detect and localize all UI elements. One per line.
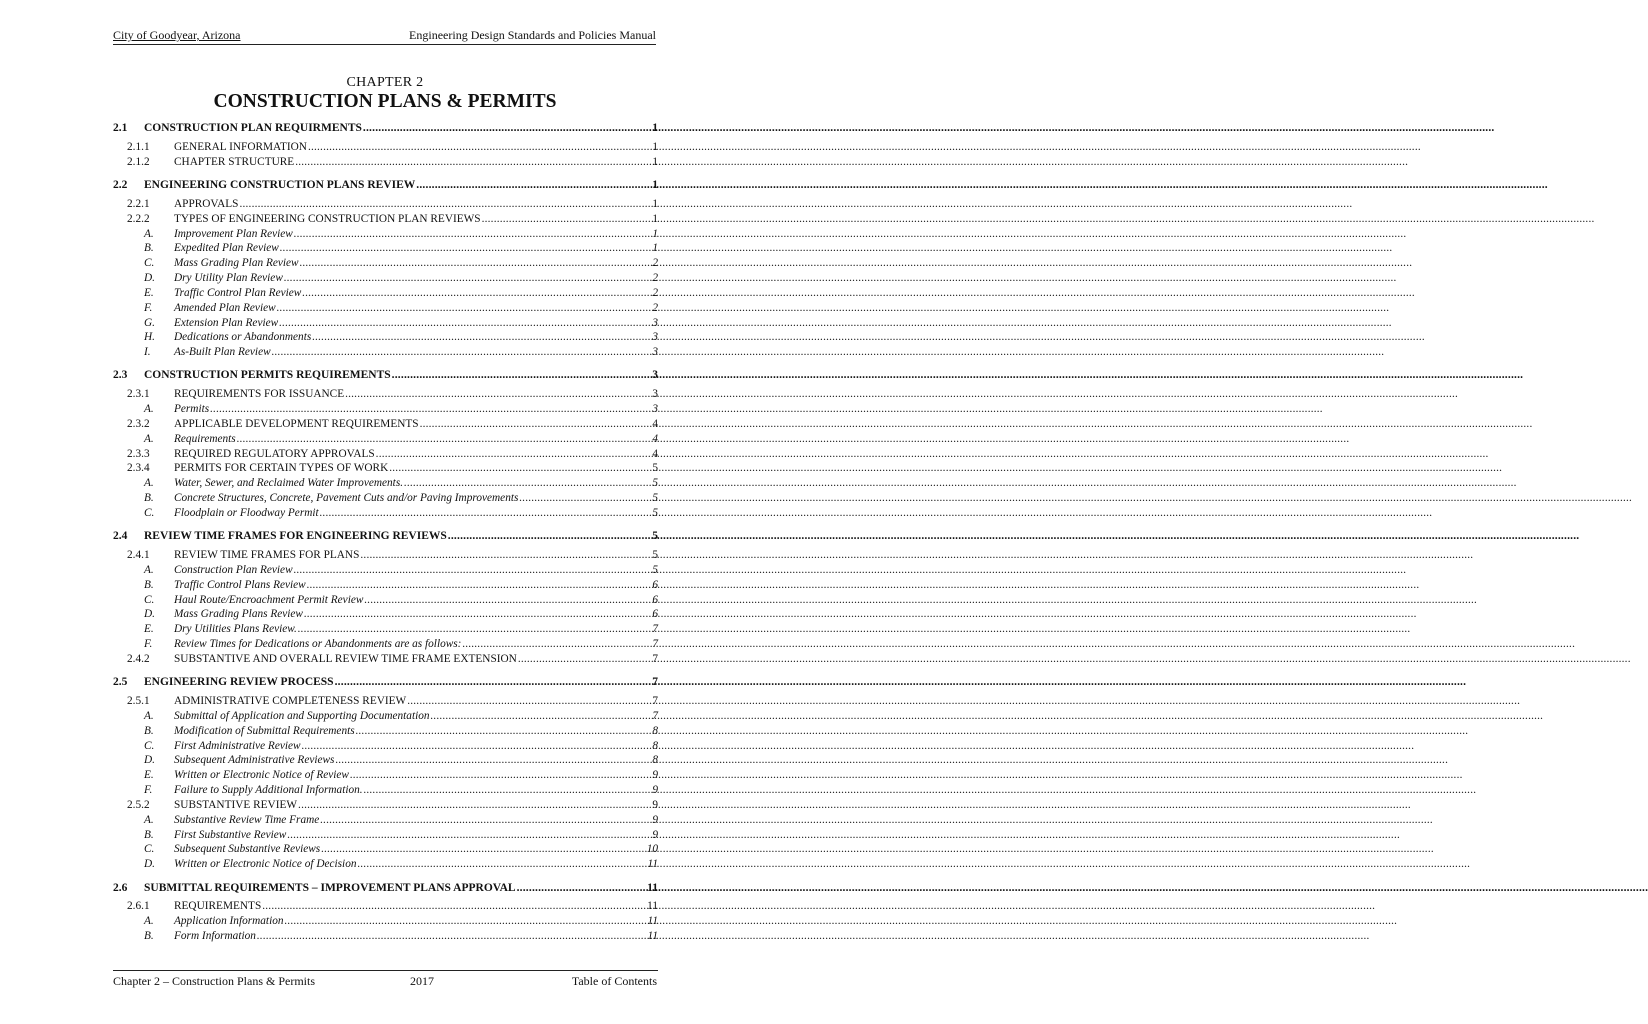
- toc-number: 2.6.1: [127, 900, 150, 913]
- toc-dot-leader: [277, 301, 652, 316]
- toc-section-row[interactable]: [113, 529, 658, 544]
- toc-subsection-row[interactable]: [127, 461, 658, 476]
- toc-subsection-row[interactable]: [127, 798, 658, 813]
- toc-dot-leader: [257, 929, 647, 944]
- toc-item-row[interactable]: [144, 506, 658, 521]
- toc-dot-leader: [519, 491, 651, 506]
- toc-title: CONSTRUCTION PERMITS REQUIREMENTS: [144, 369, 391, 382]
- toc-item-row[interactable]: [144, 301, 658, 316]
- toc-page-number: 3: [652, 369, 658, 382]
- toc-page-number: 11: [647, 915, 658, 928]
- toc-page-number: 4: [652, 417, 658, 430]
- toc-number: B.: [144, 930, 154, 942]
- toc-title: Requirements: [174, 432, 236, 445]
- toc-item-row[interactable]: [144, 622, 658, 637]
- toc-number: 2.4: [113, 530, 128, 543]
- toc-number: A.: [144, 813, 154, 826]
- toc-page-number: 2: [652, 257, 658, 270]
- toc-item-row[interactable]: [144, 813, 658, 828]
- toc-dot-leader: [308, 140, 651, 155]
- toc-title: Dry Utilities Plans Review.: [174, 623, 297, 636]
- toc-number: A.: [144, 227, 154, 240]
- toc-number: A.: [144, 432, 154, 445]
- toc-item-row[interactable]: [144, 828, 658, 843]
- toc-dot-leader: [307, 578, 652, 593]
- toc-number: C.: [144, 843, 155, 856]
- toc-number: 2.5: [113, 676, 128, 689]
- toc-title: Subsequent Administrative Reviews: [174, 754, 335, 767]
- toc-item-row[interactable]: [144, 607, 658, 622]
- toc-dot-leader: [298, 798, 651, 813]
- toc-item-row[interactable]: [144, 491, 658, 506]
- toc-dot-leader: [294, 563, 652, 578]
- toc-title: Improvement Plan Review: [174, 227, 293, 240]
- toc-dot-leader: [312, 330, 651, 345]
- toc-dot-leader: [335, 675, 652, 690]
- toc-title: Concrete Structures, Concrete, Pavement Cuts and/or Paving Improvements: [174, 492, 519, 505]
- toc-number: B.: [144, 828, 154, 841]
- toc-page-number: 5: [652, 492, 658, 505]
- toc-title: Written or Electronic Notice of Review: [174, 769, 349, 782]
- toc-subsection-row[interactable]: [127, 197, 658, 212]
- footer-right: Table of Contents: [571, 974, 657, 988]
- toc-page-number: 8: [652, 724, 658, 737]
- toc-page-number: 1: [652, 179, 658, 191]
- toc-title: Water, Sewer, and Reclaimed Water Improvements.: [174, 477, 404, 490]
- toc-page-number: 2: [652, 301, 658, 314]
- toc-page-number: 1: [652, 155, 658, 168]
- toc-dot-leader: [321, 842, 646, 857]
- toc-page-number: 8: [652, 754, 658, 767]
- toc-item-row[interactable]: [144, 768, 658, 783]
- toc-number: D.: [144, 608, 155, 621]
- toc-item-row[interactable]: [144, 476, 658, 491]
- toc-dot-leader: [350, 768, 651, 783]
- toc-number: E.: [144, 623, 154, 636]
- toc-item-row[interactable]: [144, 563, 658, 578]
- toc-page-number: 10: [646, 843, 658, 856]
- toc-title: Floodplain or Floodway Permit: [174, 506, 319, 519]
- toc-title: Traffic Control Plan Review: [174, 286, 302, 299]
- toc-title: REQUIREMENTS: [174, 900, 262, 913]
- toc-page-number: 3: [652, 316, 658, 329]
- footer-year: 2017: [410, 974, 434, 988]
- toc-section-row[interactable]: [113, 178, 658, 193]
- toc-dot-leader: [404, 476, 651, 491]
- toc-title: First Substantive Review: [174, 828, 287, 841]
- toc-number: E.: [144, 769, 154, 782]
- toc-title: REVIEW TIME FRAMES FOR PLANS: [174, 549, 360, 562]
- toc-dot-leader: [376, 447, 652, 462]
- toc-number: 2.3.3: [127, 447, 150, 460]
- toc-subsection-row[interactable]: [127, 694, 658, 709]
- toc-number: 2.3.2: [127, 417, 150, 430]
- toc-number: D.: [144, 754, 155, 767]
- toc-title: CHAPTER STRUCTURE: [174, 155, 295, 168]
- toc-page-number: 2: [652, 286, 658, 299]
- toc-page-number: 1: [652, 212, 658, 225]
- toc-dot-leader: [392, 368, 652, 383]
- toc-dot-leader: [389, 461, 651, 476]
- toc-title: Submittal of Application and Supporting Documentation: [174, 709, 430, 722]
- toc-number: A.: [144, 563, 154, 576]
- toc-dot-leader: [304, 607, 651, 622]
- toc-page-number: 9: [652, 798, 658, 811]
- toc-dot-leader: [356, 724, 652, 739]
- toc-item-row[interactable]: [144, 914, 658, 929]
- table-of-contents: [0, 0, 770, 1024]
- toc-number: I.: [144, 346, 151, 359]
- toc-dot-leader: [363, 121, 651, 136]
- toc-page-number: 7: [652, 676, 658, 689]
- toc-page-number: 3: [652, 403, 658, 416]
- toc-number: D.: [144, 272, 155, 284]
- toc-title: Dry Utility Plan Review: [174, 272, 283, 284]
- footer-rule: [113, 970, 658, 971]
- toc-title: ADMINISTRATIVE COMPLETENESS REVIEW: [174, 695, 407, 708]
- toc-section-row[interactable]: [113, 368, 658, 383]
- toc-title: Expedited Plan Review: [174, 242, 279, 255]
- toc-page-number: 5: [652, 462, 658, 475]
- toc-number: B.: [144, 578, 154, 591]
- toc-title: SUBSTANTIVE AND OVERALL REVIEW TIME FRAME EXTENSION: [174, 652, 517, 665]
- toc-item-row[interactable]: [144, 330, 658, 345]
- toc-page-number: 11: [647, 858, 658, 871]
- toc-dot-leader: [237, 432, 652, 447]
- toc-number: C.: [144, 593, 155, 606]
- toc-page-number: 1: [652, 227, 658, 240]
- toc-dot-leader: [407, 694, 651, 709]
- toc-number: B.: [144, 492, 154, 505]
- toc-page-number: 9: [652, 769, 658, 782]
- header-right: Engineering Design Standards and Policies Manual: [409, 28, 656, 42]
- toc-page-number: 11: [647, 881, 658, 894]
- toc-item-row[interactable]: [144, 286, 658, 301]
- toc-page-number: 11: [647, 930, 658, 942]
- toc-subsection-row[interactable]: [127, 548, 658, 563]
- toc-dot-leader: [294, 227, 652, 242]
- toc-section-row[interactable]: [113, 675, 658, 690]
- toc-number: A.: [144, 403, 154, 416]
- toc-dot-leader: [420, 417, 652, 432]
- toc-dot-leader: [280, 241, 652, 256]
- toc-number: 2.1.2: [127, 155, 150, 168]
- toc-title: Construction Plan Review: [174, 563, 293, 576]
- toc-item-row[interactable]: [144, 739, 658, 754]
- toc-item-row[interactable]: [144, 345, 658, 360]
- toc-page-number: 9: [652, 784, 658, 796]
- toc-page-number: 7: [652, 623, 658, 636]
- toc-title: Review Times for Dedications or Abandonments are as follows:: [174, 638, 462, 651]
- toc-dot-leader: [298, 622, 652, 637]
- toc-page-number: 3: [652, 331, 658, 344]
- toc-number: H.: [144, 331, 155, 344]
- toc-number: 2.3.1: [127, 388, 150, 401]
- toc-dot-leader: [518, 652, 652, 667]
- toc-page-number: 5: [652, 549, 658, 562]
- toc-item-row[interactable]: [144, 271, 658, 286]
- toc-title: Amended Plan Review: [174, 301, 276, 314]
- toc-number: 2.6: [113, 881, 128, 894]
- toc-number: 2.5.2: [127, 798, 150, 811]
- toc-page-number: 7: [652, 638, 658, 651]
- toc-number: F.: [144, 638, 153, 651]
- toc-title: TYPES OF ENGINEERING CONSTRUCTION PLAN REVIEWS: [174, 212, 481, 225]
- toc-title: SUBSTANTIVE REVIEW: [174, 798, 298, 811]
- toc-dot-leader: [279, 316, 651, 331]
- toc-dot-leader: [431, 709, 652, 724]
- toc-dot-leader: [364, 783, 652, 798]
- toc-item-row[interactable]: [144, 857, 658, 872]
- toc-dot-leader: [285, 914, 647, 929]
- toc-number: F.: [144, 301, 153, 314]
- toc-page-number: 3: [652, 388, 658, 401]
- toc-item-row[interactable]: [144, 256, 658, 271]
- toc-title: PERMITS FOR CERTAIN TYPES OF WORK: [174, 462, 389, 475]
- toc-title: APPLICABLE DEVELOPMENT REQUIREMENTS: [174, 417, 419, 430]
- toc-dot-leader: [302, 739, 652, 754]
- toc-title: ENGINEERING CONSTRUCTION PLANS REVIEW: [144, 179, 416, 191]
- header-left: City of Goodyear, Arizona: [113, 28, 241, 42]
- toc-dot-leader: [416, 178, 651, 193]
- toc-item-row[interactable]: [144, 241, 658, 256]
- toc-item-row[interactable]: [144, 637, 658, 652]
- document-page: [0, 0, 770, 1024]
- toc-item-row[interactable]: [144, 316, 658, 331]
- toc-dot-leader: [239, 197, 651, 212]
- toc-dot-leader: [335, 753, 651, 768]
- toc-number: 2.2: [113, 179, 128, 191]
- toc-number: 2.4.2: [127, 652, 150, 665]
- toc-number: 2.4.1: [127, 549, 150, 562]
- toc-dot-leader: [358, 857, 647, 872]
- toc-page-number: 2: [652, 272, 658, 284]
- toc-page-number: 3: [652, 346, 658, 359]
- toc-page-number: 4: [652, 432, 658, 445]
- toc-page-number: 6: [652, 608, 658, 621]
- toc-number: B.: [144, 242, 154, 255]
- toc-section-row[interactable]: [113, 121, 658, 136]
- toc-item-row[interactable]: [144, 753, 658, 768]
- toc-subsection-row[interactable]: [127, 899, 658, 914]
- toc-section-row[interactable]: [113, 881, 658, 896]
- toc-number: 2.2.2: [127, 212, 150, 225]
- toc-title: Mass Grading Plans Review: [174, 608, 303, 621]
- toc-number: A.: [144, 915, 154, 928]
- toc-dot-leader: [360, 548, 651, 563]
- toc-subsection-row[interactable]: [127, 417, 658, 432]
- toc-number: F.: [144, 784, 153, 796]
- toc-number: 2.3: [113, 369, 128, 382]
- toc-title: APPROVALS: [174, 197, 239, 210]
- toc-dot-leader: [284, 271, 651, 286]
- toc-title: Subsequent Substantive Reviews: [174, 843, 321, 856]
- toc-item-row[interactable]: [144, 432, 658, 447]
- toc-number: B.: [144, 724, 154, 737]
- toc-title: Haul Route/Encroachment Permit Review: [174, 593, 364, 606]
- toc-number: A.: [144, 709, 154, 722]
- toc-page-number: 4: [652, 447, 658, 460]
- toc-dot-leader: [300, 256, 652, 271]
- toc-item-row[interactable]: [144, 578, 658, 593]
- toc-page-number: 7: [652, 652, 658, 665]
- toc-dot-leader: [287, 828, 651, 843]
- toc-title: Dedications or Abandonments: [174, 331, 312, 344]
- toc-page-number: 7: [652, 695, 658, 708]
- toc-number: 2.2.1: [127, 197, 150, 210]
- toc-page-number: 8: [652, 739, 658, 752]
- toc-title: Modification of Submittal Requirements: [174, 724, 355, 737]
- toc-number: 2.3.4: [127, 462, 150, 475]
- toc-number: A.: [144, 477, 154, 490]
- toc-title: Traffic Control Plans Review: [174, 578, 306, 591]
- toc-number: C.: [144, 739, 155, 752]
- toc-dot-leader: [448, 529, 651, 544]
- toc-number: 2.1.1: [127, 140, 150, 153]
- toc-page-number: 9: [652, 828, 658, 841]
- toc-item-row[interactable]: [144, 929, 658, 944]
- toc-number: G.: [144, 316, 155, 329]
- toc-subsection-row[interactable]: [127, 140, 658, 155]
- toc-dot-leader: [272, 345, 652, 360]
- toc-title: SUBMITTAL REQUIREMENTS – IMPROVEMENT PLANS APPROVAL: [144, 881, 516, 894]
- toc-page-number: 1: [652, 140, 658, 153]
- toc-page-number: 11: [647, 900, 658, 913]
- toc-title: REQUIREMENTS FOR ISSUANCE: [174, 388, 345, 401]
- toc-number: E.: [144, 286, 154, 299]
- toc-title: Application Information: [174, 915, 284, 928]
- toc-dot-leader: [302, 286, 651, 301]
- chapter-title: CONSTRUCTION PLANS & PERMITS: [213, 91, 557, 112]
- toc-page-number: 1: [652, 197, 658, 210]
- toc-number: D.: [144, 858, 155, 871]
- chapter-label: CHAPTER 2: [346, 75, 424, 90]
- toc-item-row[interactable]: [144, 842, 658, 857]
- toc-dot-leader: [364, 593, 651, 608]
- toc-title: Permits: [174, 403, 210, 416]
- toc-item-row[interactable]: [144, 724, 658, 739]
- toc-dot-leader: [210, 402, 651, 417]
- toc-page-number: 1: [652, 122, 658, 134]
- toc-number: C.: [144, 257, 155, 270]
- toc-dot-leader: [320, 506, 652, 521]
- toc-title: REQUIRED REGULATORY APPROVALS: [174, 447, 375, 460]
- toc-item-row[interactable]: [144, 593, 658, 608]
- toc-title: GENERAL INFORMATION: [174, 140, 307, 153]
- toc-page-number: 6: [652, 593, 658, 606]
- toc-subsection-row[interactable]: [127, 387, 658, 402]
- toc-dot-leader: [462, 637, 651, 652]
- toc-title: REVIEW TIME FRAMES FOR ENGINEERING REVIEWS: [144, 530, 447, 543]
- toc-number: 2.5.1: [127, 695, 150, 708]
- toc-page-number: 5: [652, 563, 658, 576]
- toc-dot-leader: [482, 212, 652, 227]
- toc-number: C.: [144, 506, 155, 519]
- toc-item-row[interactable]: [144, 402, 658, 417]
- toc-dot-leader: [262, 899, 646, 914]
- toc-page-number: 9: [652, 813, 658, 826]
- toc-page-number: 1: [652, 242, 658, 255]
- toc-dot-leader: [345, 387, 651, 402]
- toc-title: Mass Grading Plan Review: [174, 257, 299, 270]
- toc-page-number: 5: [652, 477, 658, 490]
- toc-title: Substantive Review Time Frame: [174, 813, 320, 826]
- toc-number: 2.1: [113, 122, 128, 134]
- toc-title: ENGINEERING REVIEW PROCESS: [144, 676, 334, 689]
- toc-dot-leader: [517, 881, 647, 896]
- toc-title: Failure to Supply Additional Information.: [174, 784, 363, 796]
- toc-page-number: 5: [652, 506, 658, 519]
- toc-subsection-row[interactable]: [127, 155, 658, 170]
- toc-page-number: 7: [652, 709, 658, 722]
- toc-page-number: 5: [652, 530, 658, 543]
- toc-title: Extension Plan Review: [174, 316, 279, 329]
- toc-item-row[interactable]: [144, 227, 658, 242]
- toc-item-row[interactable]: [144, 783, 658, 798]
- toc-subsection-row[interactable]: [127, 652, 658, 667]
- footer-left: Chapter 2 – Construction Plans & Permits: [113, 974, 315, 988]
- toc-item-row[interactable]: [144, 709, 658, 724]
- toc-title: CONSTRUCTION PLAN REQUIRMENTS: [144, 122, 362, 134]
- toc-title: First Administrative Review: [174, 739, 301, 752]
- toc-title: Form Information: [174, 930, 256, 942]
- toc-title: Written or Electronic Notice of Decision: [174, 858, 357, 871]
- toc-title: As-Built Plan Review: [174, 346, 271, 359]
- toc-dot-leader: [295, 155, 651, 170]
- toc-dot-leader: [320, 813, 651, 828]
- toc-subsection-row[interactable]: [127, 447, 658, 462]
- toc-page-number: 6: [652, 578, 658, 591]
- toc-subsection-row[interactable]: [127, 212, 658, 227]
